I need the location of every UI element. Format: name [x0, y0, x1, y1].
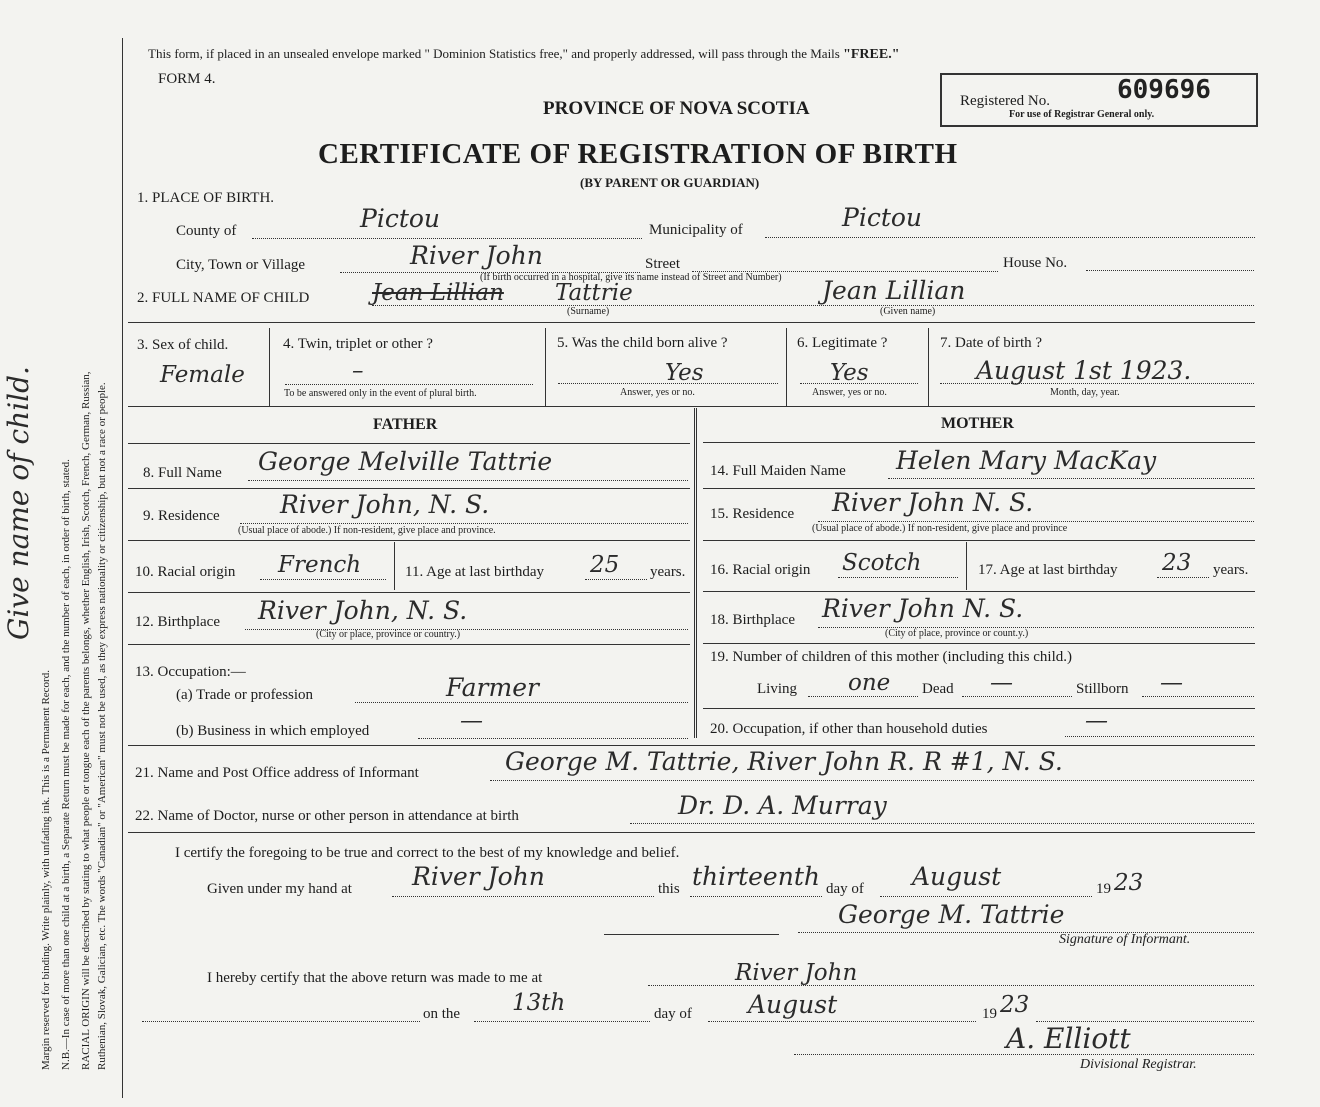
mother-racial-label: 16. Racial origin — [710, 562, 811, 578]
given-name-caption: (Given name) — [880, 306, 936, 317]
mother-birthplace-label: 18. Birthplace — [710, 612, 795, 628]
given-under-label: Given under my hand at — [207, 881, 352, 897]
child-surname: Tattrie — [555, 280, 633, 306]
registrar-caption: Divisional Registrar. — [1080, 1057, 1197, 1072]
doctor-label: 22. Name of Doctor, nurse or other person in attendance at birth — [135, 808, 519, 824]
sex-label: 3. Sex of child. — [137, 337, 229, 353]
month-value: August — [912, 862, 1002, 891]
house-number-label: House No. — [1003, 255, 1068, 271]
mother-name-value: Helen Mary MacKay — [896, 446, 1157, 475]
trade-value: Farmer — [446, 673, 539, 702]
binding-margin-line — [122, 38, 123, 1098]
year-prefix: 19 — [1096, 881, 1111, 897]
mother-birthplace-value: River John N. S. — [822, 594, 1024, 623]
county-label: County of — [176, 223, 237, 239]
municipality-label: Municipality of — [649, 222, 743, 238]
father-residence-value: River John, N. S. — [280, 490, 490, 519]
city-label: City, Town or Village — [176, 257, 306, 273]
this-label: this — [658, 881, 680, 897]
father-racial-value: French — [278, 552, 362, 578]
nb-note: N.B.—In case of more than one child at a birth, a Separate Return must be made for each, and the number of each, in order of birth, stated. — [60, 459, 72, 1070]
mother-age-label: 17. Age at last birthday — [978, 562, 1118, 578]
handwritten-margin-note: Give name of child. — [2, 366, 35, 640]
business-value: — — [460, 708, 483, 734]
street-label: Street — [645, 256, 680, 272]
binding-note: Margin reserved for binding. Write plainly, with unfading ink. This is a Permanent Record. — [40, 670, 52, 1070]
mother-name-label: 14. Full Maiden Name — [710, 463, 846, 479]
mother-racial-value: Scotch — [842, 550, 922, 576]
dead-value: — — [990, 670, 1013, 696]
father-residence-caption: (Usual place of abode.) If non-resident, give place and province. — [238, 525, 496, 536]
living-value: one — [848, 670, 891, 696]
racial-note-1: RACIAL ORIGIN will be described by stating to what people or tongue each of the parents belongs, whether English, Irish, Scotch, French, German, Russian, — [80, 371, 92, 1070]
mother-age-value: 23 — [1162, 550, 1192, 576]
registrar-signature: A. Elliott — [1006, 1022, 1131, 1055]
municipality-value: Pictou — [842, 203, 923, 232]
city-value: River John — [410, 241, 543, 270]
on-the-label: on the — [423, 1006, 461, 1022]
registrar-month-value: August — [748, 990, 838, 1019]
children-count-label: 19. Number of children of this mother (including this child.) — [710, 649, 1073, 665]
mail-notice: This form, if placed in an unsealed envelope marked " Dominion Statistics free," and properly addressed, will pass through the Mails "FREE." — [148, 46, 900, 62]
registered-label: Registered No. — [960, 93, 1050, 109]
place-of-birth-heading: 1. PLACE OF BIRTH. — [137, 190, 275, 206]
registrar-place-value: River John — [735, 960, 858, 986]
page-subtitle: (BY PARENT OR GUARDIAN) — [580, 175, 760, 190]
dob-label: 7. Date of birth ? — [940, 335, 1043, 351]
father-birthplace-label: 12. Birthplace — [135, 614, 220, 630]
dead-label: Dead — [922, 681, 954, 697]
alive-value: Yes — [665, 360, 704, 386]
trade-label: (a) Trade or profession — [176, 687, 314, 703]
twin-value: – — [352, 358, 364, 384]
mother-occupation-value: — — [1085, 708, 1108, 734]
stillborn-value: — — [1160, 670, 1183, 696]
registrar-statement: I hereby certify that the above return was made to me at — [207, 970, 543, 986]
struck-name: Jean Lillian — [372, 280, 504, 306]
father-name-value: George Melville Tattrie — [258, 447, 553, 476]
informant-label: 21. Name and Post Office address of Informant — [135, 765, 419, 781]
father-age-label: 11. Age at last birthday — [405, 564, 544, 580]
given-place-value: River John — [412, 862, 545, 891]
mother-residence-value: River John N. S. — [832, 488, 1034, 517]
twin-note: To be answered only in the event of plural birth. — [284, 388, 477, 399]
legitimate-value: Yes — [830, 360, 869, 386]
child-name-label: 2. FULL NAME OF CHILD — [137, 290, 310, 306]
registrar-day-value: 13th — [512, 990, 566, 1016]
stillborn-label: Stillborn — [1076, 681, 1129, 697]
twin-label: 4. Twin, triplet or other ? — [283, 336, 433, 352]
father-age-value: 25 — [590, 552, 620, 578]
mother-birthplace-caption: (City of place, province or count.y.) — [885, 628, 1029, 639]
father-residence-label: 9. Residence — [143, 508, 220, 524]
page-title: CERTIFICATE OF REGISTRATION OF BIRTH — [318, 138, 958, 170]
mother-occupation-label: 20. Occupation, if other than household duties — [710, 721, 988, 737]
child-given-name: Jean Lillian — [822, 276, 966, 305]
father-racial-label: 10. Racial origin — [135, 564, 236, 580]
sex-value: Female — [160, 362, 245, 388]
living-label: Living — [757, 681, 797, 697]
mother-heading: MOTHER — [941, 415, 1014, 432]
registrar-year-prefix: 19 — [982, 1006, 997, 1022]
racial-note-2: Ruthenian, Slovak, Galician, etc. The words "Canadian" or "American" must not be used, as they express nationality or citizenship, but not a race or people. — [96, 382, 108, 1070]
dob-value: August 1st 1923. — [976, 356, 1192, 385]
informant-value: George M. Tattrie, River John R. R #1, N. S. — [505, 747, 1063, 776]
mother-residence-caption: (Usual place of abode.) If non-resident, give place and province — [812, 523, 1068, 534]
registered-number-box — [940, 73, 1258, 127]
certification-statement: I certify the foregoing to be true and correct to the best of my knowledge and belief. — [175, 845, 680, 861]
registrar-note: For use of Registrar General only. — [1009, 109, 1155, 120]
registered-number: 609696 — [1117, 75, 1211, 105]
form-number: FORM 4. — [158, 71, 216, 87]
surname-caption: (Surname) — [567, 306, 610, 317]
father-age-unit: years. — [650, 564, 686, 580]
father-name-label: 8. Full Name — [143, 465, 222, 481]
province-heading: PROVINCE OF NOVA SCOTIA — [543, 98, 810, 119]
informant-signature: George M. Tattrie — [838, 900, 1065, 929]
alive-label: 5. Was the child born alive ? — [557, 335, 728, 351]
day-of-label: day of — [826, 881, 864, 897]
father-heading: FATHER — [373, 416, 438, 433]
dob-caption: Month, day, year. — [1050, 387, 1120, 398]
registrar-day-of-label: day of — [654, 1006, 692, 1022]
mother-residence-label: 15. Residence — [710, 506, 795, 522]
alive-caption: Answer, yes or no. — [620, 387, 695, 398]
signature-caption: Signature of Informant. — [1059, 932, 1191, 947]
mother-age-unit: years. — [1213, 562, 1249, 578]
registrar-year-value: 23 — [1000, 992, 1030, 1018]
business-label: (b) Business in which employed — [176, 723, 370, 739]
father-birthplace-caption: (City or place, province or country.) — [316, 629, 461, 640]
father-birthplace-value: River John, N. S. — [258, 596, 468, 625]
legitimate-label: 6. Legitimate ? — [797, 335, 888, 351]
county-value: Pictou — [360, 204, 441, 233]
legitimate-caption: Answer, yes or no. — [812, 387, 887, 398]
father-occupation-label: 13. Occupation:— — [135, 664, 246, 680]
doctor-value: Dr. D. A. Murray — [678, 791, 887, 820]
day-value: thirteenth — [692, 862, 820, 891]
year-value: 23 — [1114, 870, 1144, 896]
column-divider — [694, 408, 697, 738]
hospital-note: (If birth occurred in a hospital, give its name instead of Street and Number) — [480, 272, 782, 283]
